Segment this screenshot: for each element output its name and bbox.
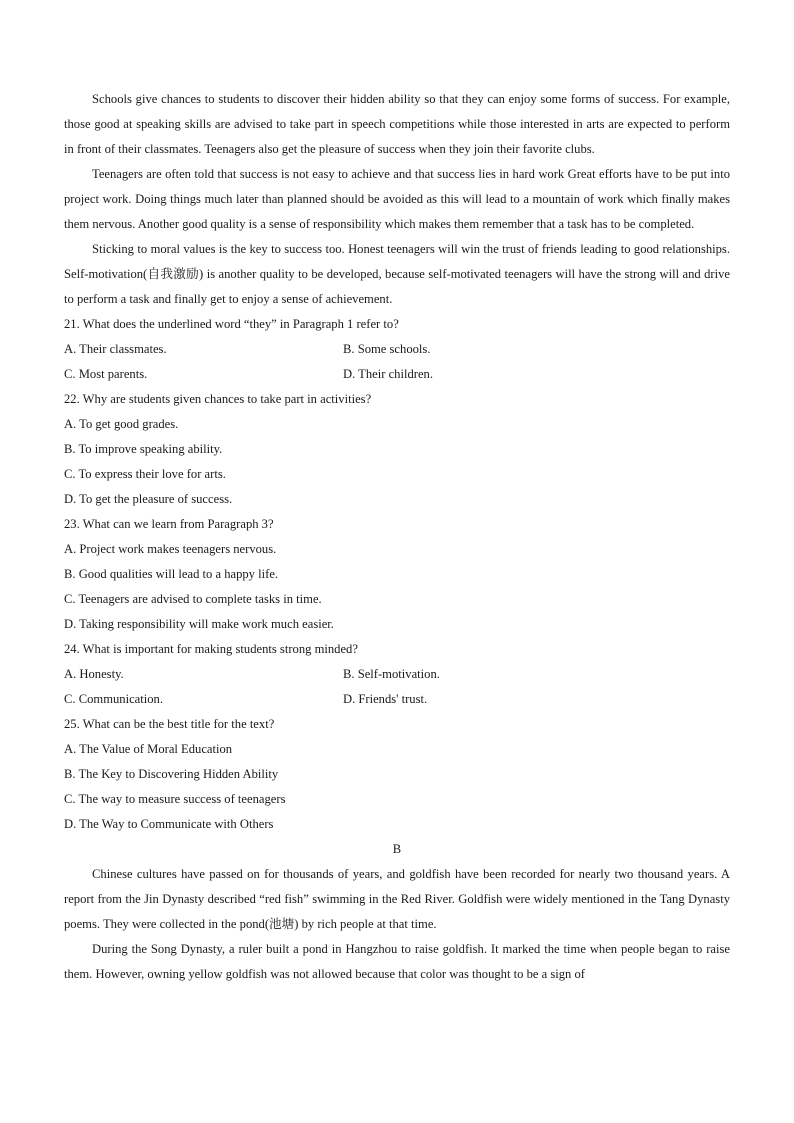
- question-21-option-c: C. Most parents.: [64, 367, 148, 381]
- question-22-option-d: D. To get the pleasure of success.: [64, 492, 233, 506]
- question-21-stem: 21. What does the underlined word “they” in Paragraph 1 refer to?: [64, 317, 399, 331]
- question-23-stem: 23. What can we learn from Paragraph 3?: [64, 517, 274, 531]
- question-21-option-d: D. Their children.: [343, 367, 433, 381]
- question-25-stem: 25. What can be the best title for the text?: [64, 717, 275, 731]
- question-21-options-row-2: [64, 362, 730, 387]
- passage-a-paragraph-3: Sticking to moral values is the key to success too. Honest teenagers will win the trust of friends leading to good relationships. Self-motivation(自我激励) is another quality to be developed, because self-motivated teenagers will have the strong will and drive to perform a task and finally get to enjoy a sense of achievement.: [64, 242, 730, 306]
- passage-b-paragraph-2: During the Song Dynasty, a ruler built a pond in Hangzhou to raise goldfish. It marked the time when people began to raise them. However, owning yellow goldfish was not allowed because that color was thought to be a sign of: [64, 942, 730, 981]
- question-23-option-d: D. Taking responsibility will make work much easier.: [64, 617, 334, 631]
- question-24-stem: 24. What is important for making students strong minded?: [64, 642, 358, 656]
- question-25-option-a: A. The Value of Moral Education: [64, 742, 233, 756]
- question-25-option-d: D. The Way to Communicate with Others: [64, 817, 274, 831]
- section-b-heading: B: [392, 842, 402, 856]
- question-24-option-d: D. Friends' trust.: [343, 692, 428, 706]
- passage-b-paragraph-1: Chinese cultures have passed on for thousands of years, and goldfish have been recorded for nearly two thousand years. A report from the Jin Dynasty described “red fish” swimming in the Red River. Goldfish were widely mentioned in the Tang Dynasty poems. They were collected in the pond(池塘) by rich people at that time.: [64, 867, 730, 931]
- question-24-options-row-2: [64, 687, 730, 712]
- question-24-option-b: B. Self-motivation.: [343, 667, 440, 681]
- passage-a-paragraph-2: Teenagers are often told that success is not easy to achieve and that success lies in hard work Great efforts have to be put into project work. Doing things much later than planned should be avoided as this will lead to a mountain of work which finally makes them nervous. Another good quality is a sense of responsibility which makes them remember that a task has to be completed.: [64, 167, 730, 231]
- question-24-option-c: C. Communication.: [64, 692, 163, 706]
- question-25-option-b: B. The Key to Discovering Hidden Ability: [64, 767, 279, 781]
- question-22-option-b: B. To improve speaking ability.: [64, 442, 223, 456]
- question-22-stem: 22. Why are students given chances to take part in activities?: [64, 392, 372, 406]
- document-page: [64, 87, 730, 987]
- passage-a-paragraph-1: Schools give chances to students to discover their hidden ability so that they can enjoy some forms of success. For example, those good at speaking skills are advised to take part in speech competitions while those interested in arts are expected to perform in front of their classmates. Teenagers also get the pleasure of success when they join their favorite clubs.: [64, 92, 730, 156]
- question-24-options-row-1: [64, 662, 730, 687]
- question-23-option-b: B. Good qualities will lead to a happy life.: [64, 567, 279, 581]
- question-24-option-a: A. Honesty.: [64, 667, 124, 681]
- question-23-option-a: A. Project work makes teenagers nervous.: [64, 542, 277, 556]
- question-22-option-a: A. To get good grades.: [64, 417, 179, 431]
- question-22-option-c: C. To express their love for arts.: [64, 467, 226, 481]
- question-21-options-row-1: [64, 337, 730, 362]
- question-25-option-c: C. The way to measure success of teenagers: [64, 792, 286, 806]
- question-23-option-c: C. Teenagers are advised to complete tasks in time.: [64, 592, 322, 606]
- question-21-option-a: A. Their classmates.: [64, 342, 167, 356]
- question-21-option-b: B. Some schools.: [343, 342, 431, 356]
